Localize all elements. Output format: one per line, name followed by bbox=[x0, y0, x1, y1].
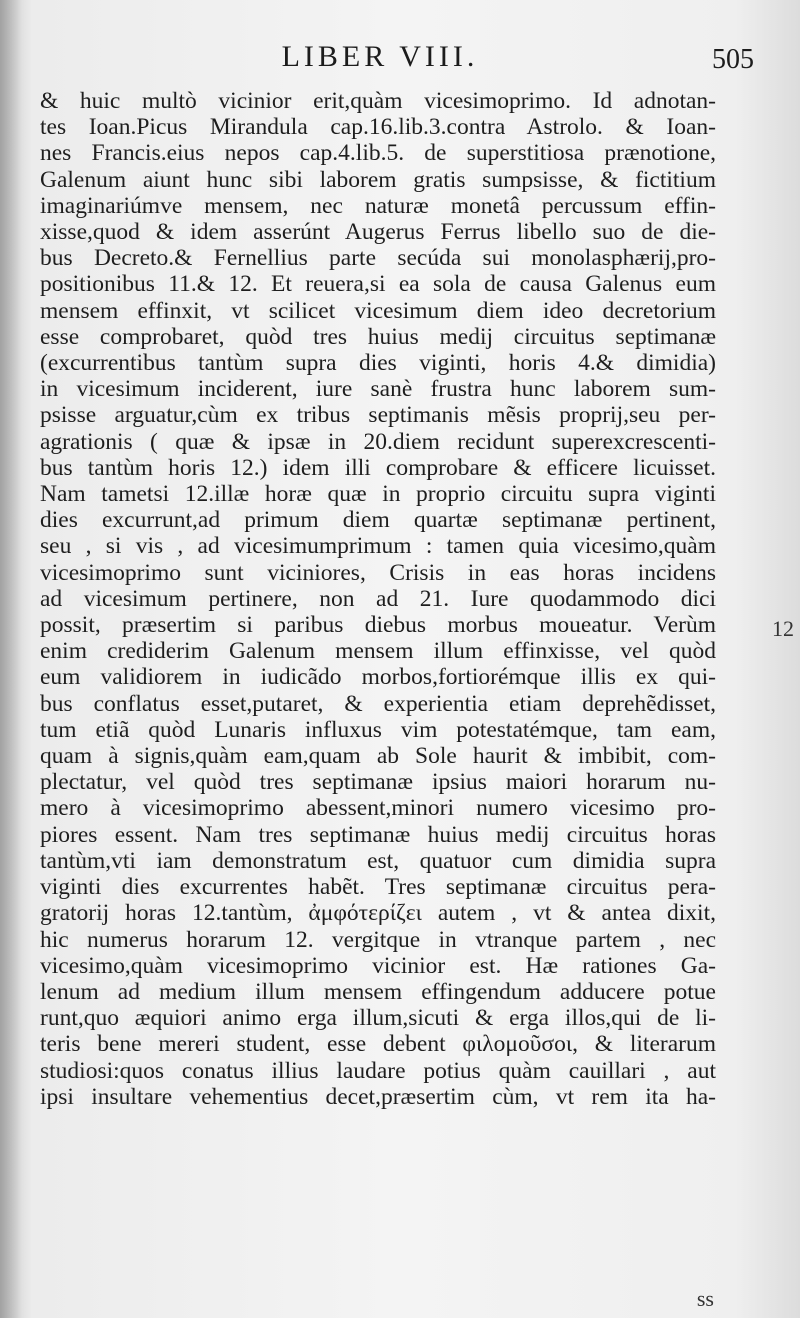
text-line: mero à vicesimoprimo abessent,minori numero vicesimo pro- bbox=[40, 795, 716, 822]
text-line: enim crediderim Galenum mensem illum effinxisse, vel quòd bbox=[40, 638, 716, 665]
page-number: 505 bbox=[712, 44, 754, 75]
text-line: teris bene mereri student, esse debent φιλομοῦσοι, & literarum bbox=[40, 1031, 716, 1058]
text-line: agrationis ( quæ & ipsæ in 20.diem recidunt superexcrescenti- bbox=[40, 428, 716, 455]
text-line: psisse arguatur,cùm ex tribus septimanis mẽsis proprij,seu per- bbox=[40, 402, 716, 429]
text-line: ad vicesimum pertinere, non ad 21. Iure quodammodo dici bbox=[40, 585, 716, 612]
text-line: gratorij horas 12.tantùm, ἀμφότερίζει autem , vt & antea dixit, bbox=[40, 900, 716, 927]
text-line: imaginariúmve mensem, nec naturæ monetâ percussum effin- bbox=[40, 192, 716, 219]
text-line: esse comprobaret, quòd tres huius medij circuitus septimanæ bbox=[40, 323, 716, 350]
text-line: quam à signis,quàm eam,quam ab Sole haurit & imbibit, com- bbox=[40, 743, 716, 770]
text-line: tum etiã quòd Lunaris influxus vim potestatémque, tam eam, bbox=[40, 716, 716, 743]
text-line: vicesimo,quàm vicesimoprimo vicinior est. Hæ rationes Ga- bbox=[40, 952, 716, 979]
page-header bbox=[0, 40, 800, 90]
text-line: piores essent. Nam tres septimanæ huius medij circuitus horas bbox=[40, 821, 716, 848]
text-line: (excurrentibus tantùm supra dies viginti, horis 4.& dimidia) bbox=[40, 350, 716, 377]
text-line: bus conflatus esset,putaret, & experientia etiam deprehẽdisset, bbox=[40, 690, 716, 717]
text-line: studiosi:quos conatus illius laudare potius quàm cauillari , aut bbox=[40, 1057, 716, 1084]
text-line: nes Francis.eius nepos cap.4.lib.5. de superstitiosa prænotione, bbox=[40, 140, 716, 167]
gutter-shadow bbox=[0, 0, 22, 1318]
signature-mark: ss bbox=[696, 1286, 714, 1311]
running-head: LIBER VIII. bbox=[281, 40, 479, 73]
text-line: vicesimoprimo sunt viciniores, Crisis in eas horas incidens bbox=[40, 559, 716, 586]
text-line: runt,quo æquiori animo erga illum,sicuti & erga illos,qui de li- bbox=[40, 1005, 716, 1032]
text-line: ipsi insultare vehementius decet,præsertim cùm, vt rem ita ha- bbox=[40, 1083, 716, 1110]
text-line: Galenum aiunt hunc sibi laborem gratis sumpsisse, & fictitium bbox=[40, 166, 716, 193]
text-line: bus Decreto.& Fernellius parte secúda sui monolasphærij,pro- bbox=[40, 245, 716, 272]
text-line: lenum ad medium illum mensem effingendum adducere potue bbox=[40, 978, 716, 1005]
margin-note: 12 bbox=[772, 616, 794, 641]
text-line: dies excurrunt,ad primum diem quartæ septimanæ pertinent, bbox=[40, 507, 716, 534]
text-line: mensem effinxit, vt scilicet vicesimum diem ideo decretorium bbox=[40, 297, 716, 324]
text-line: tes Ioan.Picus Mirandula cap.16.lib.3.contra Astrolo. & Ioan- bbox=[40, 114, 716, 141]
text-line: viginti dies excurrentes habẽt. Tres septimanæ circuitus pera- bbox=[40, 874, 716, 901]
text-line: Nam tametsi 12.illæ horæ quæ in proprio circuitu supra viginti bbox=[40, 481, 716, 508]
text-line: bus tantùm horis 12.) idem illi comprobare & efficere licuisset. bbox=[40, 454, 716, 481]
text-line: hic numerus horarum 12. vergitque in vtranque partem , nec bbox=[40, 926, 716, 953]
text-line: tantùm,vti iam demonstratum est, quatuor cum dimidia supra bbox=[40, 847, 716, 874]
text-line: & huic multò vicinior erit,quàm vicesimoprimo. Id adnotan- bbox=[40, 88, 716, 114]
text-line: possit, præsertim si paribus diebus morbus moueatur. Verùm bbox=[40, 612, 716, 639]
text-line: eum validiorem in iudicãdo morbos,fortiorémque illis ex qui- bbox=[40, 664, 716, 691]
body-text bbox=[40, 88, 716, 1110]
text-line: plectatur, vel quòd tres septimanæ ipsius maiori horarum nu- bbox=[40, 769, 716, 796]
text-line: positionibus 11.& 12. Et reuera,si ea sola de causa Galenus eum bbox=[40, 271, 716, 298]
text-line: in vicesimum inciderent, iure sanè frustra hunc laborem sum- bbox=[40, 376, 716, 403]
text-line: xisse,quod & idem asserúnt Augerus Ferrus libello suo de die- bbox=[40, 219, 716, 246]
text-line: seu , si vis , ad vicesimumprimum : tamen quia vicesimo,quàm bbox=[40, 533, 716, 560]
